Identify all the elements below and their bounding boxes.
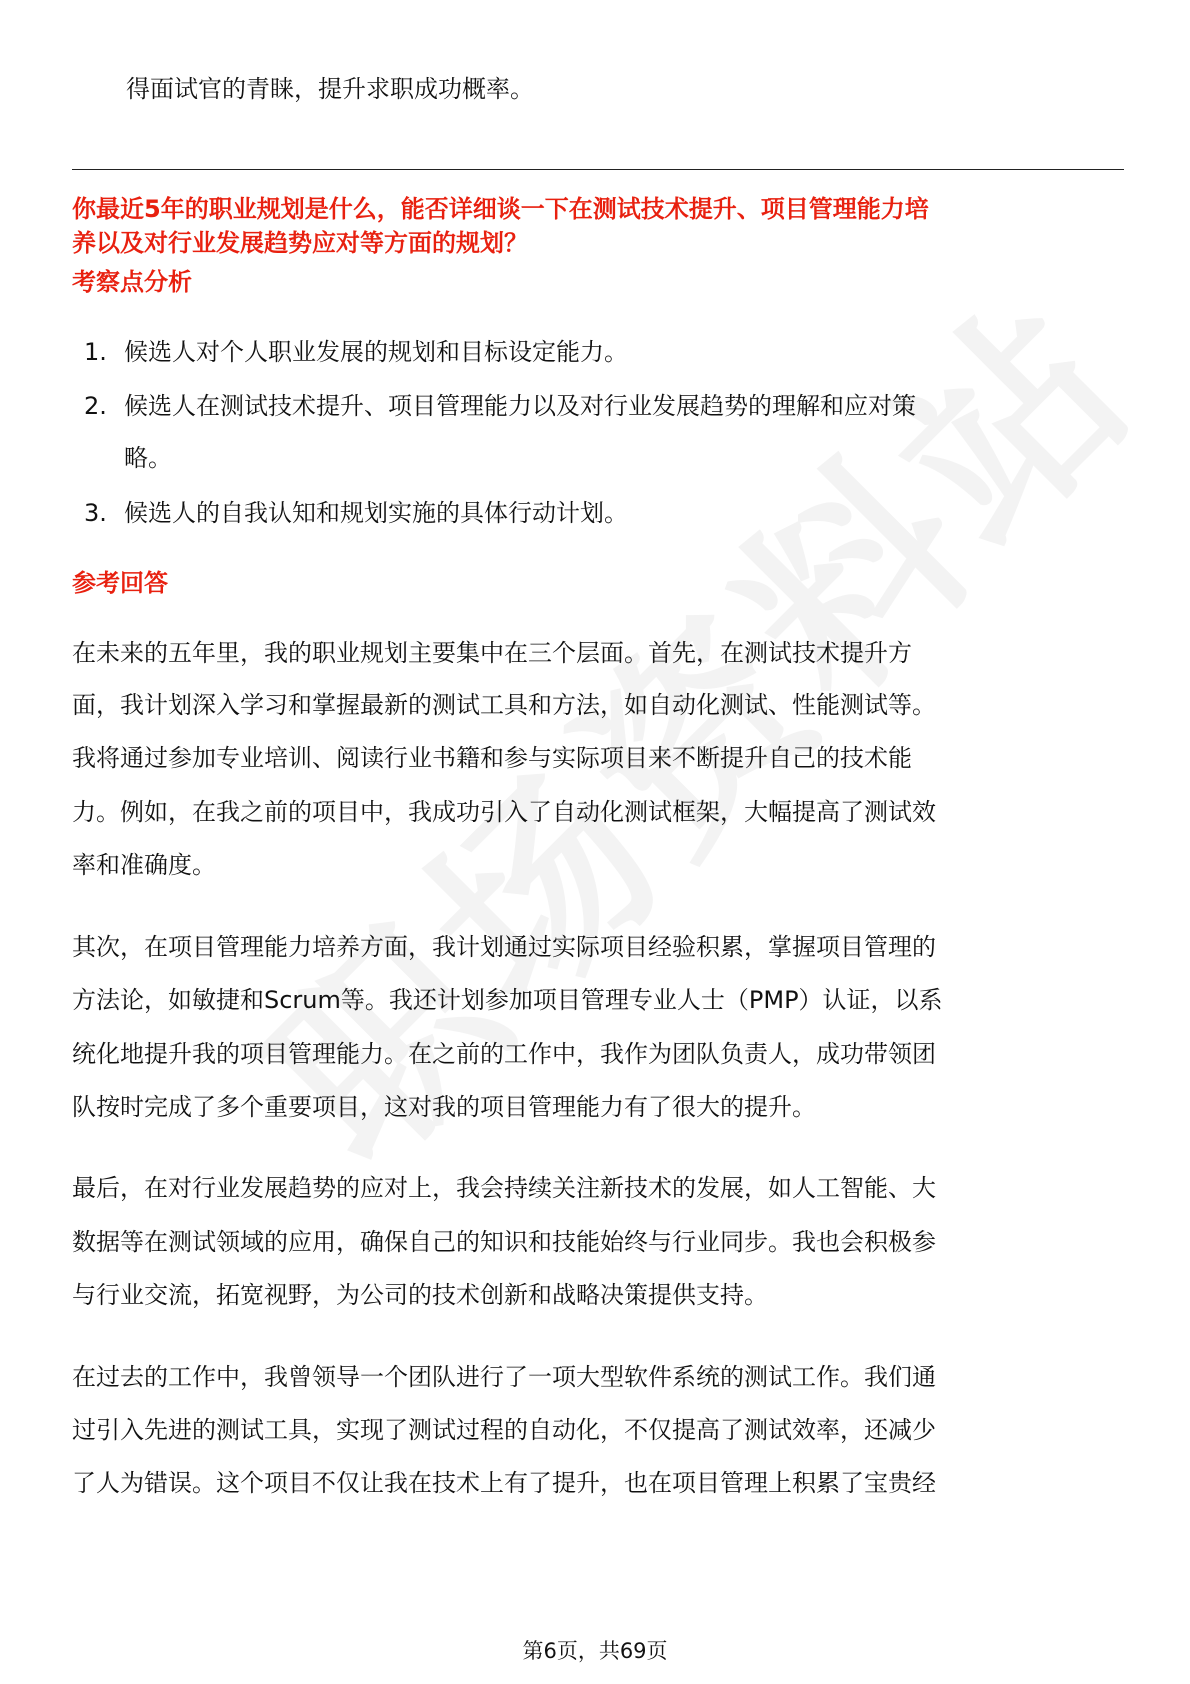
item-number: 2. [84, 392, 107, 420]
divider [72, 169, 1124, 170]
analysis-item [84, 335, 628, 369]
paragraph-line: 在过去的工作中，我曾领导一个团队进行了一项大型软件系统的测试工作。我们通 [72, 1363, 936, 1391]
item-text-continued: 略。 [124, 444, 172, 472]
paragraph-line: 方法论，如敏捷和Scrum等。我还计划参加项目管理专业人士（PMP）认证，以系 [72, 986, 943, 1014]
paragraph-line: 了人为错误。这个项目不仅让我在技术上有了提升，也在项目管理上积累了宝贵经 [72, 1469, 936, 1497]
paragraph-line: 最后，在对行业发展趋势的应对上，我会持续关注新技术的发展，如人工智能、大 [72, 1174, 936, 1202]
question-line: 养以及对行业发展趋势应对等方面的规划？ [72, 229, 528, 257]
paragraph-line: 数据等在测试领域的应用，确保自己的知识和技能始终与行业同步。我也会积极参 [72, 1228, 936, 1256]
paragraph-line: 其次，在项目管理能力培养方面，我计划通过实际项目经验积累，掌握项目管理的 [72, 933, 936, 961]
question-heading [72, 192, 1132, 260]
item-text: 候选人的自我认知和规划实施的具体行动计划。 [124, 499, 628, 527]
analysis-item [84, 496, 628, 530]
paragraph-line: 在未来的五年里，我的职业规划主要集中在三个层面。首先，在测试技术提升方 [72, 639, 912, 667]
lead-line: 得面试官的青睐，提升求职成功概率。 [126, 75, 534, 103]
answer-title: 参考回答 [72, 569, 168, 597]
paragraph-line: 过引入先进的测试工具，实现了测试过程的自动化，不仅提高了测试效率，还减少 [72, 1416, 936, 1444]
paragraph-line: 面，我计划深入学习和掌握最新的测试工具和方法，如自动化测试、性能测试等。 [72, 691, 936, 719]
watermark [195, 366, 1045, 1216]
paragraph-line: 统化地提升我的项目管理能力。在之前的工作中，我作为团队负责人，成功带领团 [72, 1040, 936, 1068]
item-number: 1. [84, 338, 107, 366]
question-line: 你最近5年的职业规划是什么，能否详细谈一下在测试技术提升、项目管理能力培 [72, 195, 929, 223]
item-text: 候选人对个人职业发展的规划和目标设定能力。 [124, 338, 628, 366]
page-footer: 第6页，共69页 [522, 1639, 668, 1663]
paragraph-line: 率和准确度。 [72, 851, 216, 879]
item-text: 候选人在测试技术提升、项目管理能力以及对行业发展趋势的理解和应对策 [124, 392, 916, 420]
paragraph-line: 力。例如，在我之前的项目中，我成功引入了自动化测试框架，大幅提高了测试效 [72, 798, 936, 826]
item-number: 3. [84, 499, 107, 527]
paragraph-line: 与行业交流，拓宽视野，为公司的技术创新和战略决策提供支持。 [72, 1281, 768, 1309]
analysis-item [84, 389, 916, 423]
analysis-title: 考察点分析 [72, 268, 192, 296]
paragraph-line: 我将通过参加专业培训、阅读行业书籍和参与实际项目来不断提升自己的技术能 [72, 744, 912, 772]
paragraph-line: 队按时完成了多个重要项目，这对我的项目管理能力有了很大的提升。 [72, 1093, 816, 1121]
